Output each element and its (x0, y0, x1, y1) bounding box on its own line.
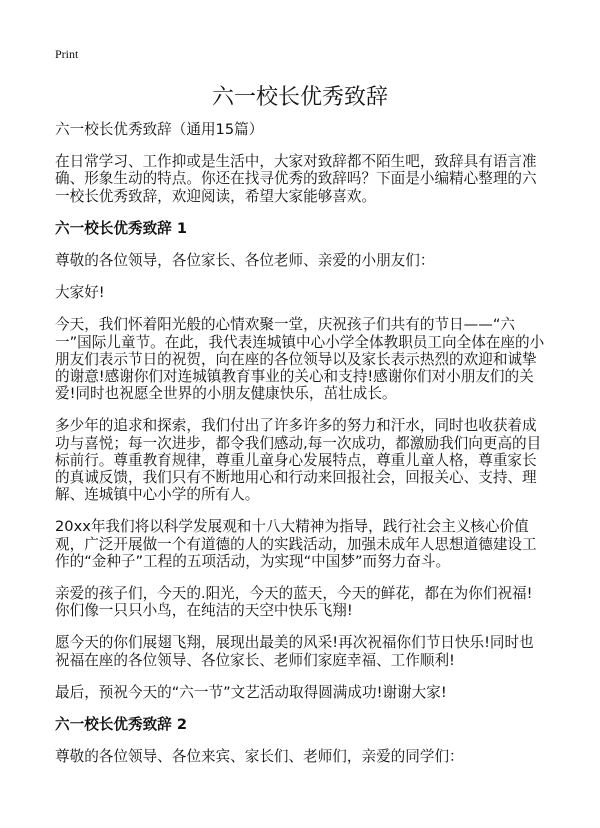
intro-paragraph: 在日常学习、工作抑或是生活中，大家对致辞都不陌生吧，致辞具有语言准确、形象生动的特点。你还在找寻优秀的致辞吗？下面是小编精心整理的六一校长优秀致辞，欢迎阅读，希望大家能够喜欢。 (55, 153, 537, 205)
paragraph: 今天，我们怀着阳光般的心情欢聚一堂，庆祝孩子们共有的节日——“六一”国际儿童节。在此，我代表连城镇中心小学全体教职员工向全体在座的小朋友们表示节日的祝贺，向在座的各位领导以及家长表示热烈的欢迎和诚挚的谢意!感谢你们对连城镇教育事业的关心和支持!感谢你们对小朋友们的关爱!同时也祝愿全世界的小朋友健康快乐，茁壮成长。 (55, 316, 545, 403)
paragraph: 大家好! (55, 284, 105, 302)
paragraph: 尊敬的各位领导、各位来宾、家长们、老师们，亲爱的同学们： (55, 748, 464, 766)
document-title: 六一校长优秀致辞 (211, 85, 388, 110)
paragraph: 20xx年我们将以科学发展观和十八大精神为指导，践行社会主义核心价值观，广泛开展做一个有道德的人的实践活动，加强未成年人思想道德建设工作的“金种子”工程的五项活动，为实现“中国梦”而努力奋斗。 (55, 518, 537, 570)
document-subtitle: 六一校长优秀致辞（通用15篇） (55, 121, 264, 138)
paragraph: 最后，预祝今天的“六一节”文艺活动取得圆满成功!谢谢大家! (55, 683, 447, 701)
section-heading: 六一校长优秀致辞 2 (55, 716, 187, 734)
document-body (55, 121, 547, 780)
paragraph: 多少年的追求和探索，我们付出了许多许多的努力和汗水，同时也收获着成功与喜悦；每一次进步，都令我们感动,每一次成功，都激励我们向更高的目标前行。尊重教育规律，尊重儿童身心发展特点，尊重儿童人格，尊重家长的真诚反馈，我们只有不断地用心和行动来回报社会，回报关心、支持、理解、连城镇中心小学的所有人。 (55, 417, 542, 504)
paragraph: 亲爱的孩子们，今天的.阳光，今天的蓝天，今天的鲜花，都在为你们祝福!你们像一只只小鸟，在纯洁的天空中快乐飞翔! (55, 585, 533, 620)
paragraph: 尊敬的各位领导，各位家长、各位老师、亲爱的小朋友们： (55, 252, 435, 270)
section-heading: 六一校长优秀致辞 1 (55, 219, 187, 237)
paragraph: 愿今天的你们展翅飞翔，展现出最美的风采!再次祝福你们节日快乐!同时也祝福在座的各位领导、各位家长、老师们家庭幸福、工作顺利! (55, 634, 534, 669)
print-link[interactable]: Print (55, 47, 79, 61)
